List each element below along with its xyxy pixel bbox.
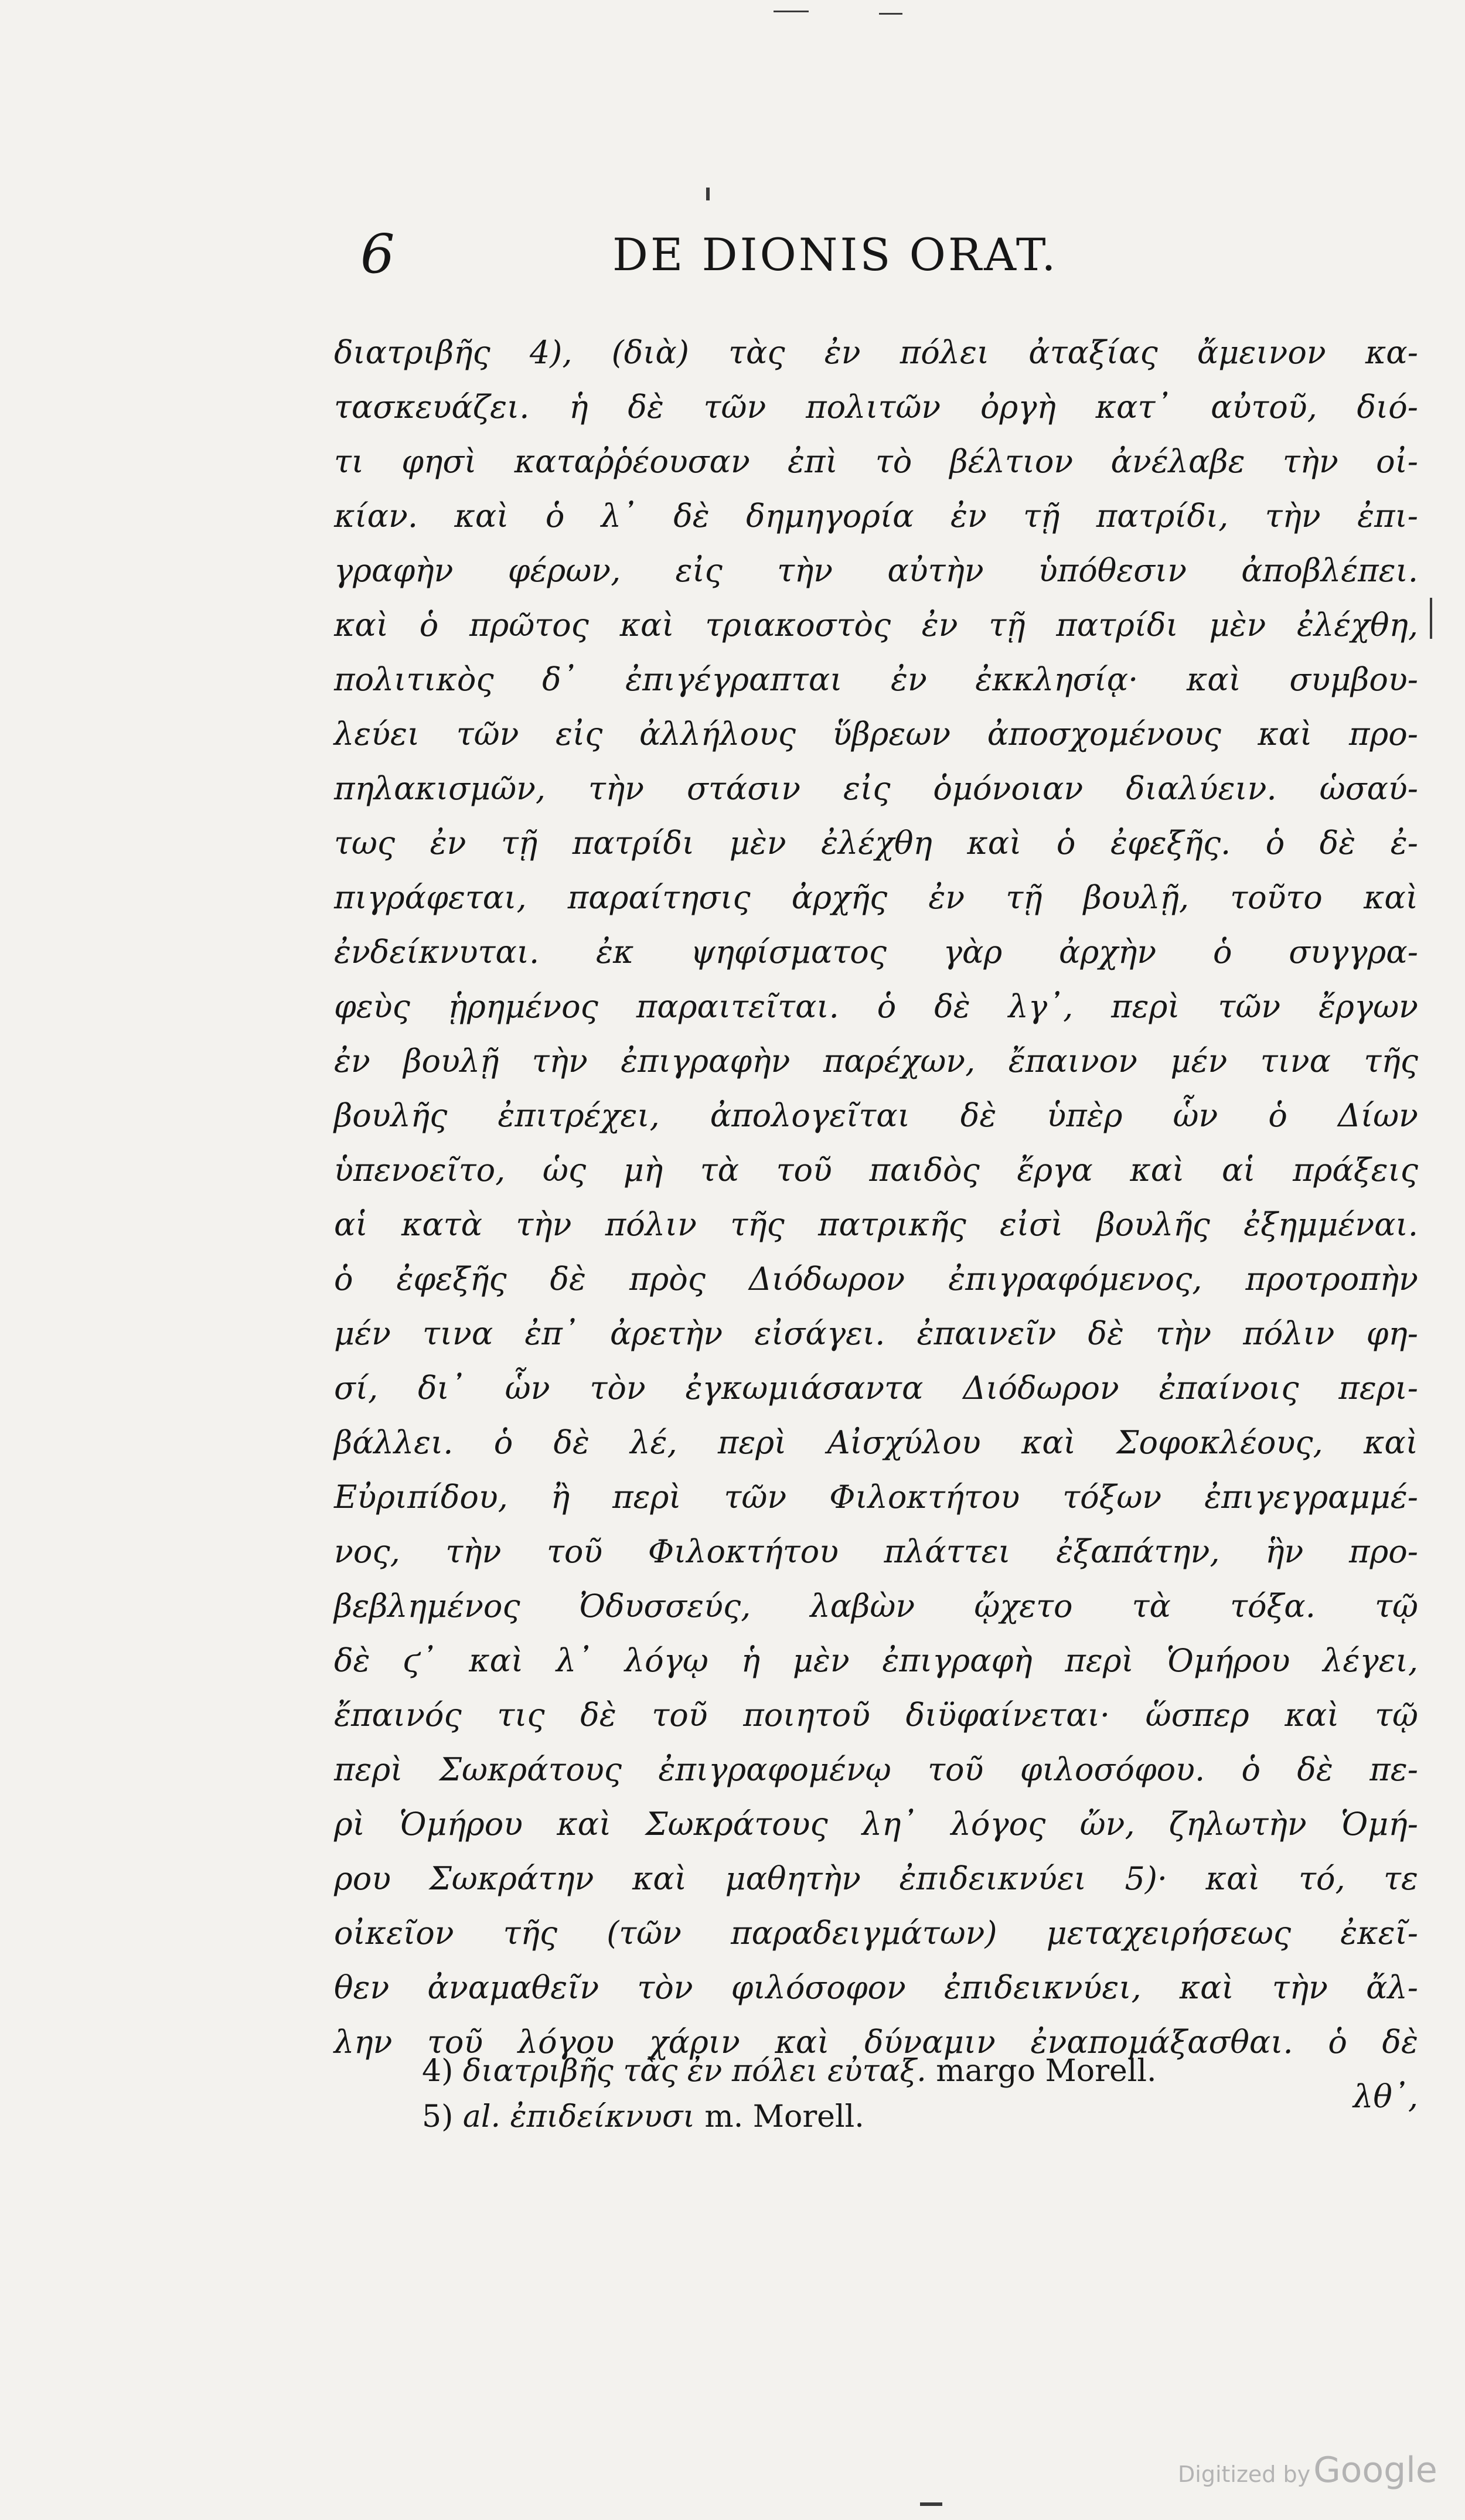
- footnotes: [422, 2048, 1360, 2140]
- text-line: ἔπαινός τις δὲ τοῦ ποιητοῦ διϋφαίνεται· ὥσπερ καὶ τῷ: [334, 1697, 1418, 1734]
- text-line: πηλακισμῶν, τὴν στάσιν εἰς ὁμόνοιαν διαλύειν. ὡσαύ-: [334, 770, 1418, 807]
- text-line: μέν τινα ἐπ᾽ ἀρετὴν εἰσάγει. ἐπαινεῖν δὲ τὴν πόλιν φη-: [334, 1315, 1418, 1352]
- footnote-greek: διατριβῆς τὰς ἐν πόλει εὐταξ.: [462, 2054, 926, 2089]
- watermark-prefix: Digitized by: [1178, 2461, 1311, 2487]
- text-line: Εὐριπίδου, ἢ περὶ τῶν Φιλοκτήτου τόξων ἐπιγεγραμμέ-: [334, 1479, 1418, 1516]
- text-line: ὁ ἐφεξῆς δὲ πρὸς Διόδωρον ἐπιγραφόμενος, προτροπὴν: [334, 1261, 1418, 1298]
- text-line: καὶ ὁ πρῶτος καὶ τριακοστὸς ἐν τῇ πατρίδι μὲν ἐλέχθη,: [334, 607, 1418, 643]
- footnote: [422, 2048, 1360, 2094]
- footnote-marker: 5): [422, 2099, 454, 2134]
- footnote: [422, 2094, 1360, 2140]
- text-line: τως ἐν τῇ πατρίδι μὲν ἐλέχθη καὶ ὁ ἐφεξῆς. ὁ δὲ ἐ-: [334, 825, 1418, 861]
- footnote-latin: m. Morell.: [704, 2099, 864, 2134]
- text-line: ρου Σωκράτην καὶ μαθητὴν ἐπιδεικνύει 5)· καὶ τό, τε: [334, 1860, 1418, 1897]
- text-line: ἐν βουλῇ τὴν ἐπιγραφὴν παρέχων, ἔπαινον μέν τινα τῆς: [334, 1043, 1418, 1079]
- text-line: ρὶ Ὁμήρου καὶ Σωκράτους λη᾽ λόγος ὤν, ζηλωτὴν Ὁμή-: [334, 1806, 1418, 1843]
- text-line: πιγράφεται, παραίτησις ἀρχῆς ἐν τῇ βουλῇ, τοῦτο καὶ: [334, 879, 1418, 916]
- text-line: λεύει τῶν εἰς ἀλλήλους ὕβρεων ἀποσχομένους καὶ προ-: [334, 716, 1418, 752]
- catchword-line: λθ᾽,: [1353, 2078, 1418, 2115]
- text-line: ὑπενοεῖτο, ὡς μὴ τὰ τοῦ παιδὸς ἔργα καὶ αἱ πράξεις: [334, 1152, 1418, 1189]
- page-header: [360, 223, 1146, 299]
- text-line: τι φησὶ καταῤῥέουσαν ἐπὶ τὸ βέλτιον ἀνέλαβε τὴν οἰ-: [334, 443, 1418, 480]
- body-text: [334, 325, 1418, 2124]
- text-line: φεὺς ᾑρημένος παραιτεῖται. ὁ δὲ λγ᾽, περὶ τῶν ἔργων: [334, 988, 1418, 1025]
- text-line: βάλλει. ὁ δὲ λέ, περὶ Αἰσχύλου καὶ Σοφοκλέους, καὶ: [334, 1424, 1418, 1461]
- text-line: περὶ Σωκράτους ἐπιγραφομένῳ τοῦ φιλοσόφου. ὁ δὲ πε-: [334, 1751, 1418, 1788]
- text-line: αἱ κατὰ τὴν πόλιν τῆς πατρικῆς εἰσὶ βουλῆς ἐξημμέναι.: [334, 1206, 1418, 1243]
- text-line: τασκευάζει. ἡ δὲ τῶν πολιτῶν ὀργὴ κατ᾽ αὐτοῦ, διό-: [334, 389, 1418, 425]
- text-line: διατριβῆς 4), (διὰ) τὰς ἐν πόλει ἀταξίας ἄμεινον κα-: [334, 334, 1418, 371]
- text-line: θεν ἀναμαθεῖν τὸν φιλόσοφον ἐπιδεικνύει, καὶ τὴν ἄλ-: [334, 1969, 1418, 2006]
- page-number: 6: [360, 223, 395, 285]
- text-line: γραφὴν φέρων, εἰς τὴν αὐτὴν ὑπόθεσιν ἀποβλέπει.: [334, 552, 1418, 589]
- text-line: λην τοῦ λόγου χάριν καὶ δύναμιν ἐναπομάξασθαι. ὁ δὲ: [334, 2024, 1418, 2061]
- digitized-watermark: [1178, 2450, 1437, 2491]
- text-line: κίαν. καὶ ὁ λ᾽ δὲ δημηγορία ἐν τῇ πατρίδι, τὴν ἐπι-: [334, 498, 1418, 534]
- footnote-greek: al. ἐπιδείκνυσι: [462, 2099, 695, 2134]
- text-line: νος, τὴν τοῦ Φιλοκτήτου πλάττει ἐξαπάτην, ἣν προ-: [334, 1533, 1418, 1570]
- footnote-latin: margo Morell.: [936, 2054, 1157, 2089]
- text-line: δὲ ϛ᾽ καὶ λ᾽ λόγῳ ἡ μὲν ἐπιγραφὴ περὶ Ὁμήρου λέγει,: [334, 1642, 1418, 1679]
- running-head: DE DIONIS ORAT.: [612, 229, 1058, 281]
- text-line: βουλῆς ἐπιτρέχει, ἀπολογεῖται δὲ ὑπὲρ ὧν ὁ Δίων: [334, 1097, 1418, 1134]
- text-line: οἰκεῖον τῆς (τῶν παραδειγμάτων) μεταχειρήσεως ἐκεῖ-: [334, 1915, 1418, 1952]
- text-line: πολιτικὸς δ᾽ ἐπιγέγραπται ἐν ἐκκλησίᾳ· καὶ συμβου-: [334, 661, 1418, 698]
- text-line: σί, δι᾽ ὧν τὸν ἐγκωμιάσαντα Διόδωρον ἐπαίνοις περι-: [334, 1370, 1418, 1407]
- text-line: ἐνδείκνυται. ἐκ ψηφίσματος γὰρ ἀρχὴν ὁ συγγρα-: [334, 934, 1418, 970]
- footnote-marker: 4): [422, 2054, 454, 2089]
- text-line: βεβλημένος Ὀδυσσεύς, λαβὼν ᾤχετο τὰ τόξα. τῷ: [334, 1588, 1418, 1625]
- google-logo: Google: [1313, 2450, 1437, 2491]
